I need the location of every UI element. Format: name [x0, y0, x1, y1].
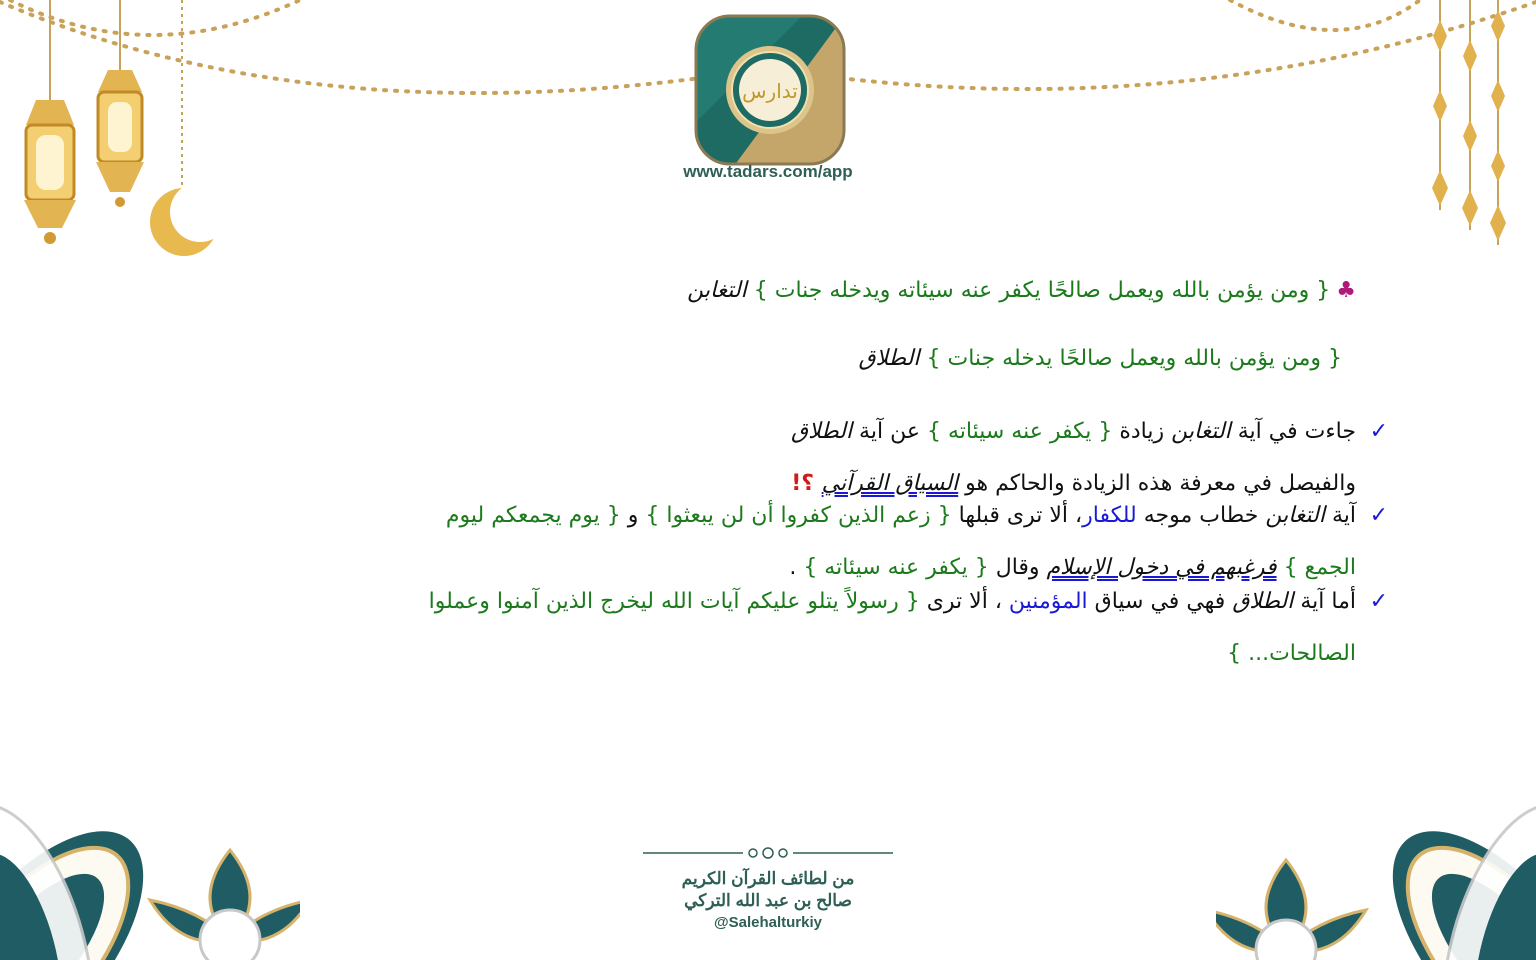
verse-text: الجمع }	[1283, 555, 1356, 580]
highlight-disbelievers: للكفار	[1082, 503, 1137, 528]
crescent-moon-icon	[150, 182, 230, 256]
verse-text: { يكفر عنه سيئاته }	[926, 419, 1113, 444]
verse-text: { يوم يجمعكم ليوم	[445, 503, 621, 528]
check-icon: ✓	[1369, 589, 1388, 614]
quranic-context-term: السياق القرآني	[821, 471, 959, 496]
lantern-icon	[24, 100, 76, 244]
divider-ornament-icon	[643, 846, 893, 860]
surah-name: التغابن	[687, 278, 747, 303]
flower-ornament-right	[1216, 760, 1536, 960]
verse-taghabun	[687, 278, 1356, 303]
highlight-believers: المؤمنين	[1008, 589, 1088, 614]
encouragement-phrase: فرغبهم في دخول الإسلام	[1046, 555, 1277, 580]
verse-text: { ومن يؤمن بالله ويعمل صالحًا يدخله جنات }	[926, 346, 1342, 371]
surah-name: الطلاق	[791, 419, 853, 444]
verse-text: الصالحات... }	[1227, 641, 1356, 666]
check-icon: ✓	[1369, 419, 1388, 444]
footer	[620, 846, 916, 934]
flower-ornament-left	[0, 760, 300, 960]
verse-text: { رسولاً يتلو عليكم آيات الله ليخرج الذين آمنوا وعملوا	[428, 589, 920, 614]
hanging-ornaments	[1432, 0, 1506, 245]
verse-talaq	[858, 346, 1342, 371]
club-bullet-icon: ♣	[1336, 278, 1356, 303]
verse-text: { يكفر عنه سيئاته }	[803, 555, 989, 580]
list-item: ✓ جاءت في آية التغابن زيادة { يكفر عنه سيئاته } عن آية الطلاق والفيصل في معرفة هذه الزيادة والحاكم هو السياق القرآني ؟!	[226, 406, 1356, 510]
footer-handle[interactable]: @Salehalturkiy	[713, 914, 822, 931]
surah-name: التغابن	[1171, 419, 1231, 444]
verse-text: { ومن يؤمن بالله ويعمل صالحًا يكفر عنه سيئاته ويدخله جنات }	[753, 278, 1331, 303]
surah-name: التغابن	[1265, 503, 1325, 528]
site-url[interactable]: www.tadars.com/app	[683, 162, 853, 181]
surah-name: الطلاق	[858, 346, 920, 371]
tadars-logo-icon	[694, 14, 846, 166]
lantern-icon	[96, 70, 144, 207]
check-icon: ✓	[1369, 503, 1388, 528]
footer-series-title: من لطائف القرآن الكريم	[681, 869, 855, 888]
list-item: ✓ أما آية الطلاق فهي في سياق المؤمنين ، ألا ترى { رسولاً يتلو عليكم آيات الله ليخرج الذين آمنوا وعملوا الصالحات... }	[226, 576, 1356, 680]
svg-text:تدارس: تدارس	[742, 79, 798, 103]
surah-name: الطلاق	[1232, 589, 1294, 614]
list-item: ✓ آية التغابن خطاب موجه للكفار، ألا ترى قبلها { زعم الذين كفروا أن لن يبعثوا } و { يوم يجمعكم ليوم الجمع } فرغبهم في دخول الإسلام وقال { يكفر عنه سيئاته } .	[226, 490, 1356, 594]
footer-author: صالح بن عبد الله التركي	[684, 891, 852, 910]
verse-text: { زعم الذين كفروا أن لن يبعثوا }	[645, 503, 952, 528]
